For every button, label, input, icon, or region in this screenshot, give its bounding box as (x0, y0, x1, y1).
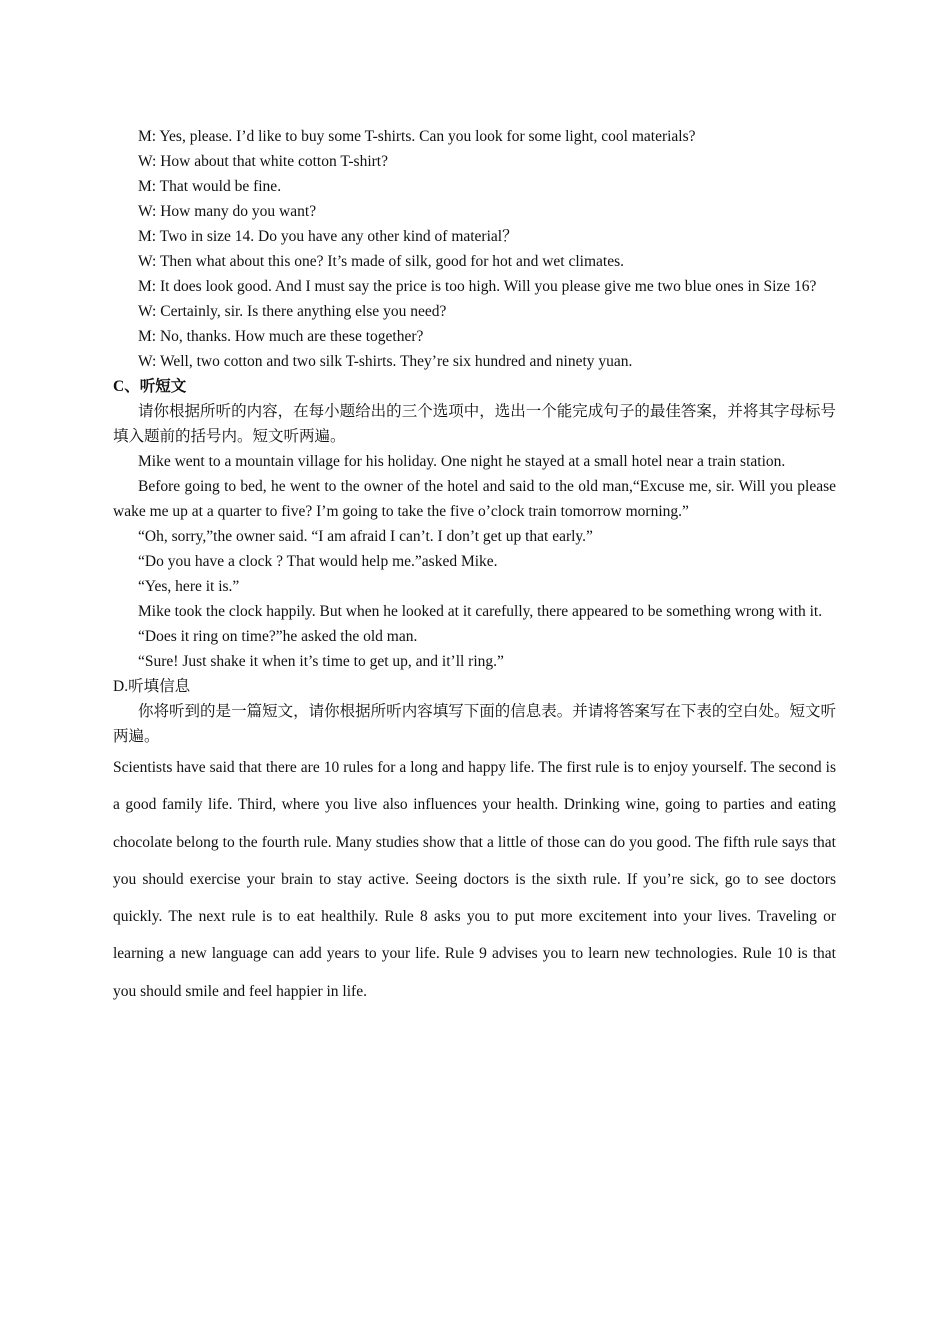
passage-paragraph: “Yes, here it is.” (138, 578, 240, 595)
passage-paragraph: “Oh, sorry,”the owner said. “I am afraid I can’t. I don’t get up that early.” (138, 528, 593, 545)
dialogue-line: M: It does look good. And I must say the price is too high. Will you please give me two blue ones in Size 16? (138, 278, 817, 295)
dialogue-line: W: Then what about this one? It’s made of silk, good for hot and wet climates. (138, 253, 624, 270)
section-d-instruction: 你将听到的是一篇短文，请你根据所听内容填写下面的信息表。并请将答案写在下表的空白处。短文听两遍。 (113, 703, 836, 745)
passage-paragraph: Mike took the clock happily. But when he looked at it carefully, there appeared to be something wrong with it. (138, 603, 823, 620)
dialogue-line: W: How many do you want? (138, 203, 317, 220)
passage-paragraph: “Do you have a clock ? That would help me.”asked Mike. (138, 553, 498, 570)
passage-paragraph: “Sure! Just shake it when it’s time to get up, and it’ll ring.” (138, 653, 504, 670)
section-c (113, 374, 836, 674)
dialogue-line: M: That would be fine. (138, 178, 282, 195)
dialogue-line: M: No, thanks. How much are these together? (138, 328, 424, 345)
passage-paragraph: Before going to bed, he went to the owner of the hotel and said to the old man,“Excuse me, sir. Will you please wake me up at a quarter to five? I’m going to take the five o’clock train tomorrow morning.” (113, 478, 836, 520)
dialogue-line: W: How about that white cotton T-shirt? (138, 153, 388, 170)
section-c-heading: C、听短文 (113, 378, 187, 395)
section-c-instruction: 请你根据所听的内容，在每小题给出的三个选项中，选出一个能完成句子的最佳答案，并将其字母标号填入题前的括号内。短文听两遍。 (113, 403, 836, 445)
section-d-heading: D.听填信息 (113, 678, 191, 695)
dialogue-line: M: Yes, please. I’d like to buy some T-shirts. Can you look for some light, cool materials? (138, 128, 696, 145)
passage-paragraph: “Does it ring on time?”he asked the old man. (138, 628, 418, 645)
section-d (113, 674, 836, 1010)
dialogue-line: W: Well, two cotton and two silk T-shirts. They’re six hundred and ninety yuan. (138, 353, 633, 370)
dialogue-line: M: Two in size 14. Do you have any other kind of material？ (138, 228, 518, 245)
dialogue-line: W: Certainly, sir. Is there anything else you need? (138, 303, 447, 320)
dialogue (113, 124, 836, 374)
document-content (113, 124, 836, 1010)
section-d-passage: Scientists have said that there are 10 rules for a long and happy life. The first rule is to enjoy yourself. The second is a good family life. Third, where you live also influences your health. Drinking wine, going to parties and eating chocolate belong to the fourth rule. Many studies show that a little of those can do you good. The fifth rule says that you should exercise your brain to stay active. Seeing doctors is the sixth rule. If you’re sick, go to see doctors quickly. The next rule is to eat healthily. Rule 8 asks you to put more excitement into your lives. Traveling or learning a new language can add years to your life. Rule 9 advises you to learn new technologies. Rule 10 is that you should smile and feel happier in life. (113, 759, 836, 1000)
passage-paragraph: Mike went to a mountain village for his holiday. One night he stayed at a small hotel near a train station. (138, 453, 786, 470)
